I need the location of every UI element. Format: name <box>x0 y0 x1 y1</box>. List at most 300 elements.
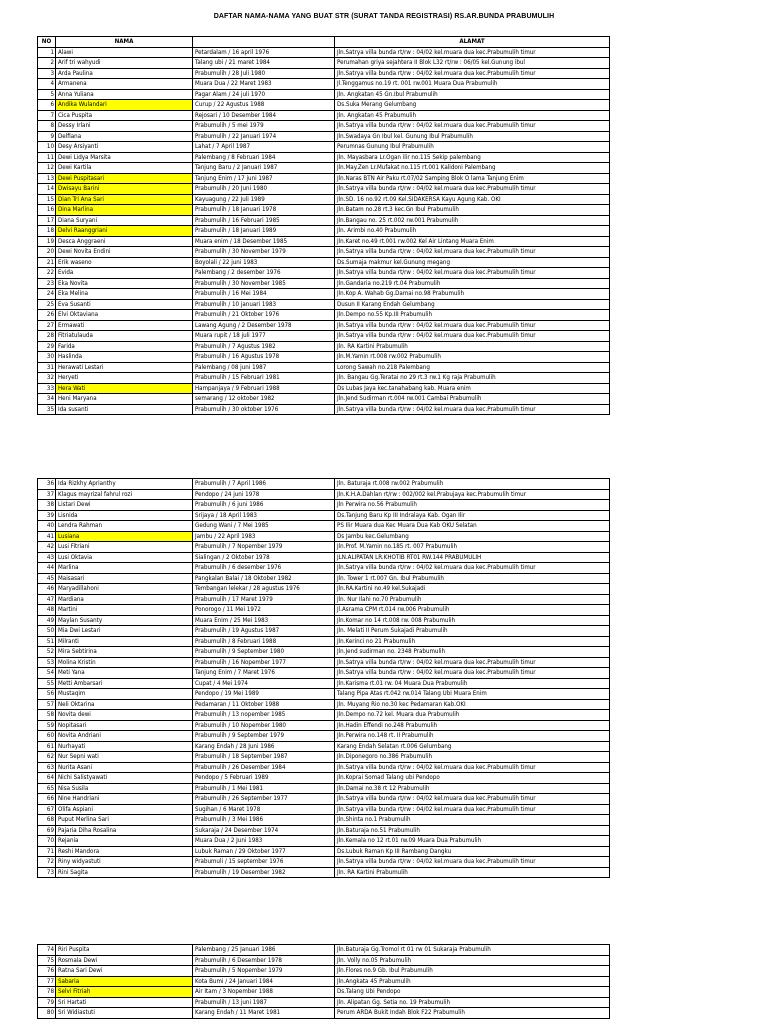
table-row <box>38 689 610 700</box>
cell-nama: Martini <box>56 605 193 616</box>
cell-tempat-tanggal-lahir: Palembang / 08 juni 1987 <box>193 362 335 373</box>
cell-tempat-tanggal-lahir: Tanjung Baru / 2 Januari 1987 <box>193 163 335 174</box>
cell-tempat-tanggal-lahir: Prabumulih / 20 Juni 1980 <box>193 184 335 195</box>
cell-nama: Delvi Raanggriani <box>56 226 193 237</box>
table-row <box>38 815 610 826</box>
cell-nama: Neli Oktarina <box>56 699 193 710</box>
cell-alamat: Jln. Volly no.05 Prabumulih <box>335 955 610 966</box>
cell-alamat: Jln.Gandaria no.219 rt.04 Prabumulih <box>335 278 610 289</box>
table-row <box>38 594 610 605</box>
table-row <box>38 268 610 279</box>
cell-no: 66 <box>38 794 56 805</box>
table-row <box>38 236 610 247</box>
cell-tempat-tanggal-lahir: Muara Dua / 22 Maret 1983 <box>193 79 335 90</box>
cell-alamat: Jln. Arimbi no.40 Prabumulih <box>335 226 610 237</box>
cell-alamat: Perumnas Gunung Ibul Prabumulih <box>335 142 610 153</box>
table-row <box>38 79 610 90</box>
cell-tempat-tanggal-lahir: Ponorogo / 11 Mei 1972 <box>193 605 335 616</box>
table-row <box>38 394 610 405</box>
cell-tempat-tanggal-lahir: Prabumulih / 13 nopember 1985 <box>193 710 335 721</box>
header-nama: NAMA <box>56 37 193 48</box>
cell-no: 78 <box>38 987 56 998</box>
cell-no: 52 <box>38 647 56 658</box>
table-row <box>38 762 610 773</box>
cell-nama: Lendra Rahman <box>56 521 193 532</box>
cell-no: 40 <box>38 521 56 532</box>
cell-alamat: Jln.Satrya villa bunda rt/rw : 04/02 kel.muara dua kec.Prabumulih timur <box>335 247 610 258</box>
table-row <box>38 678 610 689</box>
cell-alamat: Jln.Hadin Effendi no.248 Prabumulih <box>335 720 610 731</box>
cell-tempat-tanggal-lahir: Prabumulih / 15 Februari 1981 <box>193 373 335 384</box>
cell-nama: Rini Sagita <box>56 867 193 878</box>
cell-no: 6 <box>38 100 56 111</box>
cell-no: 1 <box>38 47 56 58</box>
table-row <box>38 657 610 668</box>
cell-nama: Heryeti <box>56 373 193 384</box>
cell-alamat: Ds Jambu kec.Gelumbang <box>335 531 610 542</box>
cell-nama: Nurita Asani <box>56 762 193 773</box>
cell-no: 50 <box>38 626 56 637</box>
cell-tempat-tanggal-lahir: Karang Endah / 11 Maret 1981 <box>193 1008 335 1019</box>
cell-nama: Dessy Irlani <box>56 121 193 132</box>
cell-nama: Novita Andriani <box>56 731 193 742</box>
cell-tempat-tanggal-lahir: Prabumuli / 15 september 1976 <box>193 857 335 868</box>
table-row <box>38 741 610 752</box>
cell-no: 27 <box>38 320 56 331</box>
cell-no: 25 <box>38 299 56 310</box>
cell-tempat-tanggal-lahir: Prabumulih / 30 oktober 1976 <box>193 404 335 415</box>
cell-alamat: Jln.RA.Kartini no.49 kel.Sukajadi <box>335 584 610 595</box>
cell-nama: Dina Marlina <box>56 205 193 216</box>
table-row <box>38 542 610 553</box>
cell-alamat: Lorong Sawah no.218 Palembang <box>335 362 610 373</box>
cell-tempat-tanggal-lahir: Prabumulih / 16 Nopember 1977 <box>193 657 335 668</box>
cell-no: 49 <box>38 615 56 626</box>
cell-tempat-tanggal-lahir: Prabumulih / 7 Agustus 1982 <box>193 341 335 352</box>
cell-alamat: Jln.Damai no.38 rt 12 Prabumulih <box>335 783 610 794</box>
cell-nama: Herawati Lestari <box>56 362 193 373</box>
cell-alamat: Jln. Bangau Gg.Teratai no 29 rt.3 rw.1 Kg raja Prabumulih <box>335 373 610 384</box>
table-row <box>38 100 610 111</box>
document-title: DAFTAR NAMA-NAMA YANG BUAT STR (SURAT TANDA REGISTRASI) RS.AR.BUNDA PRABUMULIH <box>213 13 555 20</box>
cell-nama: Haslinda <box>56 352 193 363</box>
cell-nama: Pajaria Diha Rosalina <box>56 825 193 836</box>
cell-no: 31 <box>38 362 56 373</box>
cell-tempat-tanggal-lahir: Jambu / 22 April 1983 <box>193 531 335 542</box>
table-row <box>38 500 610 511</box>
cell-alamat: Jln. RA Kartini Prabumulih <box>335 867 610 878</box>
cell-tempat-tanggal-lahir: Prabumulih / 21 Oktober 1976 <box>193 310 335 321</box>
table-body <box>38 47 610 415</box>
staff-table-block-3 <box>37 944 610 1019</box>
cell-nama: Nopitasari <box>56 720 193 731</box>
cell-tempat-tanggal-lahir: Pendopo / 24 juni 1978 <box>193 489 335 500</box>
cell-nama: Arif tri wahyudi <box>56 58 193 69</box>
cell-no: 42 <box>38 542 56 553</box>
cell-no: 17 <box>38 215 56 226</box>
cell-no: 68 <box>38 815 56 826</box>
cell-tempat-tanggal-lahir: Sukaraja / 24 Desember 1974 <box>193 825 335 836</box>
cell-alamat: Jln.Kop A. Wahab Gg.Damai no.98 Prabumulih <box>335 289 610 300</box>
cell-tempat-tanggal-lahir: Kota Bumi / 24 Januari 1984 <box>193 976 335 987</box>
cell-nama: Diana Suryani <box>56 215 193 226</box>
cell-nama: Dian Tri Ana Sari <box>56 194 193 205</box>
cell-nama: Nine Handriani <box>56 794 193 805</box>
cell-nama: Hera Wati <box>56 383 193 394</box>
table-row <box>38 857 610 868</box>
cell-alamat: Jln.Satrya villa bunda rt/rw : 04/02 kel.muara dua kec.Prabumulih timur <box>335 268 610 279</box>
cell-no: 80 <box>38 1008 56 1019</box>
table-row <box>38 783 610 794</box>
cell-alamat: Jln.M.Yamin rt.008 rw.002 Prabumulih <box>335 352 610 363</box>
cell-alamat: Jln.Koprai Somad Talang ubi Pendopo <box>335 773 610 784</box>
table-row <box>38 257 610 268</box>
cell-no: 24 <box>38 289 56 300</box>
cell-alamat: Jln.Kemala no 12 rt.01 rw.09 Muara Dua Prabumulih <box>335 836 610 847</box>
table-row <box>38 194 610 205</box>
cell-tempat-tanggal-lahir: Prabumulih / 18 September 1987 <box>193 752 335 763</box>
cell-alamat: Jln. Baturaja rt.008 rw.002 Prabumulih <box>335 479 610 490</box>
cell-alamat: Jln. Mayasbara Lr.Ogan ilir no.115 Sekip palembang <box>335 152 610 163</box>
table-row <box>38 773 610 784</box>
table-row <box>38 552 610 563</box>
cell-no: 26 <box>38 310 56 321</box>
table-row <box>38 205 610 216</box>
cell-alamat: Jln.Satrya villa bunda rt/rw : 04/02 kel.muara dua kec.Prabumulih timur <box>335 563 610 574</box>
table-row <box>38 247 610 258</box>
table-body <box>38 945 610 1019</box>
table-row <box>38 47 610 58</box>
cell-tempat-tanggal-lahir: Prabumulih / 22 Januari 1974 <box>193 131 335 142</box>
cell-tempat-tanggal-lahir: Prabumulih / 1 Mei 1981 <box>193 783 335 794</box>
cell-nama: Elvi Oktaviana <box>56 310 193 321</box>
cell-no: 16 <box>38 205 56 216</box>
cell-tempat-tanggal-lahir: Prabumulih / 10 Nopember 1980 <box>193 720 335 731</box>
cell-no: 22 <box>38 268 56 279</box>
table-row <box>38 373 610 384</box>
cell-tempat-tanggal-lahir: Tembangan lelekar / 28 agustus 1976 <box>193 584 335 595</box>
cell-alamat: Jln.Satrya villa bunda rt/rw : 04/02 kel.muara dua kec.Prabumulih timur <box>335 794 610 805</box>
cell-tempat-tanggal-lahir: Prabumulih / 5 mei 1979 <box>193 121 335 132</box>
cell-no: 55 <box>38 678 56 689</box>
cell-tempat-tanggal-lahir: Pagar Alam / 24 juli 1970 <box>193 89 335 100</box>
cell-tempat-tanggal-lahir: Prabumulih / 16 Februari 1985 <box>193 215 335 226</box>
cell-nama: Eka Melina <box>56 289 193 300</box>
cell-alamat: Jln.Naras BTN Air Paku rt.07/02 Samping Blok O lama Tanjung Enim <box>335 173 610 184</box>
cell-alamat: Jln.Satrya villa bunda rt/rw : 04/02 kel.muara dua kec.Prabumulih timur <box>335 68 610 79</box>
table-row <box>38 615 610 626</box>
cell-no: 47 <box>38 594 56 605</box>
table-row <box>38 531 610 542</box>
cell-tempat-tanggal-lahir: Lahat / 7 April 1987 <box>193 142 335 153</box>
cell-tempat-tanggal-lahir: Prabumulih / 16 Mei 1984 <box>193 289 335 300</box>
cell-nama: Molina Kristin <box>56 657 193 668</box>
cell-tempat-tanggal-lahir: Tanjung Enim / 17 juni 1987 <box>193 173 335 184</box>
cell-alamat: Ds.Sumaja makmur kel.Gunung megang <box>335 257 610 268</box>
cell-alamat: Jln.Flores no.9 Gb. Ibul Prabumulih <box>335 966 610 977</box>
cell-tempat-tanggal-lahir: Srijaya / 18 April 1983 <box>193 510 335 521</box>
cell-no: 71 <box>38 846 56 857</box>
cell-no: 37 <box>38 489 56 500</box>
cell-tempat-tanggal-lahir: Prabumulih / 9 September 1979 <box>193 731 335 742</box>
table-row <box>38 867 610 878</box>
cell-nama: Dewi Lidya Marsita <box>56 152 193 163</box>
cell-tempat-tanggal-lahir: Muara enim / 18 Desember 1985 <box>193 236 335 247</box>
cell-alamat: Jln. Tower 1 rt.007 Gn. Ibul Prabumulih <box>335 573 610 584</box>
cell-no: 57 <box>38 699 56 710</box>
cell-alamat: Jln.Jend Sudirman rt.004 rw.001 Cambai Prabumulih <box>335 394 610 405</box>
cell-nama: Cica Puspita <box>56 110 193 121</box>
cell-no: 11 <box>38 152 56 163</box>
cell-alamat: Jln.Satrya villa bunda rt/rw : 04/02 kel.muara dua kec.Prabumulih timur <box>335 331 610 342</box>
cell-nama: Dewi Novita Endini <box>56 247 193 258</box>
table-row <box>38 825 610 836</box>
cell-no: 63 <box>38 762 56 773</box>
cell-tempat-tanggal-lahir: Petardalam / 16 april 1976 <box>193 47 335 58</box>
table-row <box>38 573 610 584</box>
cell-alamat: Jln. Alipatan Gg. Setia no. 19 Prabumulih <box>335 997 610 1008</box>
cell-tempat-tanggal-lahir: Muara Enim / 25 Mei 1983 <box>193 615 335 626</box>
table-row <box>38 173 610 184</box>
header-no: NO <box>38 37 56 48</box>
cell-tempat-tanggal-lahir: Talang ubi / 21 maret 1984 <box>193 58 335 69</box>
cell-alamat: Jln. Muyang Rio no.30 kec Pedamaran Kab.OKI <box>335 699 610 710</box>
cell-tempat-tanggal-lahir: Prabumulih / 10 januari 1983 <box>193 299 335 310</box>
cell-alamat: Jln.Komar no 14 rt.008 rw. 008 Prabumulih <box>335 615 610 626</box>
cell-nama: Delfiana <box>56 131 193 142</box>
cell-no: 70 <box>38 836 56 847</box>
cell-no: 64 <box>38 773 56 784</box>
cell-nama: Nurhayati <box>56 741 193 752</box>
cell-nama: Selvi Fitriah <box>56 987 193 998</box>
cell-nama: Mardiana <box>56 594 193 605</box>
table-row <box>38 846 610 857</box>
cell-alamat: Jln.Satrya villa bunda rt/rw : 04/02 kel.muara dua kec.Prabumulih timur <box>335 857 610 868</box>
table-row <box>38 626 610 637</box>
cell-nama: Mia Dwi Lestari <box>56 626 193 637</box>
cell-alamat: Jln. Angkatan 45 Prabumulih <box>335 110 610 121</box>
cell-alamat: Jln.Kerinci no 21 Prabumulih <box>335 636 610 647</box>
cell-alamat: Jln.Swadaya Gn Ibul kel. Gunung Ibul Prabumulih <box>335 131 610 142</box>
cell-nama: Novita dewi <box>56 710 193 721</box>
cell-alamat: Jln.Prof. M.Yamin no.185 rt. 007 Prabumulih <box>335 542 610 553</box>
cell-no: 72 <box>38 857 56 868</box>
cell-no: 14 <box>38 184 56 195</box>
table-row <box>38 184 610 195</box>
cell-nama: Olifa Aspiani <box>56 804 193 815</box>
cell-alamat: Jln.Perwira no.148 rt. II Prabumulih <box>335 731 610 742</box>
table-row <box>38 404 610 415</box>
cell-tempat-tanggal-lahir: Prabumulih / 17 Maret 1979 <box>193 594 335 605</box>
table-row <box>38 152 610 163</box>
cell-nama: Arda Paulina <box>56 68 193 79</box>
cell-tempat-tanggal-lahir: Karang Endah / 28 Juni 1986 <box>193 741 335 752</box>
cell-tempat-tanggal-lahir: Lubuk Raman / 29 Oktober 1977 <box>193 846 335 857</box>
cell-tempat-tanggal-lahir: Prabumulih / 18 Januari 1978 <box>193 205 335 216</box>
cell-tempat-tanggal-lahir: Tanjung Enim / 7 Maret 1976 <box>193 668 335 679</box>
cell-no: 61 <box>38 741 56 752</box>
cell-alamat: Karang Endah Selatan rt.006 Gelumbang <box>335 741 610 752</box>
table-row <box>38 731 610 742</box>
cell-no: 7 <box>38 110 56 121</box>
cell-alamat: Jln Perwira no.56 Prabumulih <box>335 500 610 511</box>
cell-alamat: Dusun II Karang Endah Gelumbang <box>335 299 610 310</box>
cell-no: 62 <box>38 752 56 763</box>
cell-tempat-tanggal-lahir: Prabumulih / 26 Desember 1984 <box>193 762 335 773</box>
cell-alamat: Jln.Shinta no.1 Prabumulih <box>335 815 610 826</box>
cell-nama: Andika Wulandari <box>56 100 193 111</box>
cell-nama: Maisasari <box>56 573 193 584</box>
cell-tempat-tanggal-lahir: Cupat / 4 Mei 1974 <box>193 678 335 689</box>
cell-no: 21 <box>38 257 56 268</box>
cell-no: 65 <box>38 783 56 794</box>
cell-alamat: Ds Lubas Jaya kec.tanahabang kab. Muara enim <box>335 383 610 394</box>
cell-alamat: Jln.Satrya villa bunda rt/rw : 04/02 kel.muara dua kec.Prabumulih timur <box>335 121 610 132</box>
cell-alamat: Jln.Baturaja Gg.Tromol rt 01 rw 01 Sukaraja Prabumulih <box>335 945 610 956</box>
cell-no: 74 <box>38 945 56 956</box>
cell-nama: Klagus mayrizal fahrul rozi <box>56 489 193 500</box>
cell-tempat-tanggal-lahir: Muara Dua / 2 Juni 1983 <box>193 836 335 847</box>
cell-tempat-tanggal-lahir: Prabumulih / 3 Mei 1986 <box>193 815 335 826</box>
cell-nama: Nichi Salistyawati <box>56 773 193 784</box>
cell-nama: Mira Sebtirina <box>56 647 193 658</box>
cell-no: 36 <box>38 479 56 490</box>
cell-alamat: Jln.Angkata 45 Prabumulih <box>335 976 610 987</box>
table-row <box>38 804 610 815</box>
table-body <box>38 479 610 878</box>
table-row <box>38 1008 610 1019</box>
cell-no: 77 <box>38 976 56 987</box>
cell-alamat: Jl.Tenggamus no.19 rt. 001 rw.001 Muara Dua Prabumulih <box>335 79 610 90</box>
cell-no: 58 <box>38 710 56 721</box>
cell-no: 23 <box>38 278 56 289</box>
cell-no: 33 <box>38 383 56 394</box>
cell-nama: Listari Dewi <box>56 500 193 511</box>
cell-no: 45 <box>38 573 56 584</box>
table-row <box>38 320 610 331</box>
cell-tempat-tanggal-lahir: Prabumulih / 5 Nopember 1979 <box>193 966 335 977</box>
cell-no: 20 <box>38 247 56 258</box>
cell-no: 41 <box>38 531 56 542</box>
cell-no: 69 <box>38 825 56 836</box>
cell-alamat: Jln.Satrya villa bunda rt/rw : 04/02 kel.muara dua kec.Prabumulih timur <box>335 668 610 679</box>
cell-tempat-tanggal-lahir: Gedung Wani / 7 Mei 1985 <box>193 521 335 532</box>
cell-no: 5 <box>38 89 56 100</box>
cell-alamat: Perum ARDA Bukit Indah Blok F22 Prabumulih <box>335 1008 610 1019</box>
table-row <box>38 836 610 847</box>
table-row <box>38 341 610 352</box>
cell-nama: Nisa Susila <box>56 783 193 794</box>
cell-no: 46 <box>38 584 56 595</box>
table-row <box>38 997 610 1008</box>
cell-no: 9 <box>38 131 56 142</box>
table-row <box>38 521 610 532</box>
cell-nama: Ermawati <box>56 320 193 331</box>
table-row <box>38 987 610 998</box>
table-row <box>38 945 610 956</box>
cell-tempat-tanggal-lahir: Prabumulih / 19 Desember 1982 <box>193 867 335 878</box>
cell-tempat-tanggal-lahir: Prabumulih / 7 Nopember 1979 <box>193 542 335 553</box>
header-alamat: ALAMAT <box>335 37 610 48</box>
cell-alamat: Ds.Talang Ubi Pendopo <box>335 987 610 998</box>
cell-nama: Riny widyastuti <box>56 857 193 868</box>
cell-alamat: Jln. RA Kartini Prabumulih <box>335 341 610 352</box>
cell-no: 79 <box>38 997 56 1008</box>
cell-tempat-tanggal-lahir: Pendopo / 5 Februari 1989 <box>193 773 335 784</box>
cell-alamat: Jln.Karet no.49 rt.001 rw.002 Kel Air Lintang Muara Enim <box>335 236 610 247</box>
cell-no: 12 <box>38 163 56 174</box>
cell-no: 44 <box>38 563 56 574</box>
cell-alamat: PS Ilir Muara dua Kec Muara Dua Kab OKU Selatan <box>335 521 610 532</box>
cell-tempat-tanggal-lahir: Prabumulih / 26 September 1977 <box>193 794 335 805</box>
table-row <box>38 605 610 616</box>
table-row <box>38 966 610 977</box>
cell-no: 2 <box>38 58 56 69</box>
cell-nama: Reshi Mandora <box>56 846 193 857</box>
cell-tempat-tanggal-lahir: Prabumulih / 30 November 1985 <box>193 278 335 289</box>
table-row <box>38 226 610 237</box>
cell-nama: Lisnida <box>56 510 193 521</box>
cell-tempat-tanggal-lahir: Muara rupit / 18 juli 1977 <box>193 331 335 342</box>
cell-nama: Sri Widiastuti <box>56 1008 193 1019</box>
cell-nama: Anna Yuliana <box>56 89 193 100</box>
cell-nama: Riri Puspita <box>56 945 193 956</box>
cell-alamat: Jln.Satrya villa bunda rt/rw : 04/02 kel.muara dua kec.Prabumulih timur <box>335 47 610 58</box>
cell-alamat: Jln.Baturaja no.51 Prabumulih <box>335 825 610 836</box>
cell-nama: Lusi Oktavia <box>56 552 193 563</box>
cell-no: 53 <box>38 657 56 668</box>
cell-tempat-tanggal-lahir: Boyolali / 22 juni 1983 <box>193 257 335 268</box>
staff-table-block-2 <box>37 478 610 878</box>
cell-no: 48 <box>38 605 56 616</box>
cell-nama: Erik waseno <box>56 257 193 268</box>
cell-alamat: Jln.Satrya villa bunda rt/rw : 04/02 kel.muara dua kec.Prabumulih timur <box>335 657 610 668</box>
cell-alamat: Perumahan griya sejahtera II Blok L32 rt/rw : 06/05 kel.Gunung ibul <box>335 58 610 69</box>
table-row <box>38 636 610 647</box>
cell-alamat: Jln.Satrya villa bunda rt/rw : 04/02 kel.muara dua kec.Prabumulih timur <box>335 320 610 331</box>
table-row <box>38 510 610 521</box>
cell-alamat: Jln.Jend sudirman no. 2348 Prabumulih <box>335 647 610 658</box>
cell-alamat: Jln. Angkatan 45 Gn.Ibul Prabumulih <box>335 89 610 100</box>
cell-alamat: Jln. Melati II Perum Sukajadi Prabumulih <box>335 626 610 637</box>
cell-tempat-tanggal-lahir: Pangkalan Balai / 18 Oktober 1982 <box>193 573 335 584</box>
cell-nama: Dwisayu Barini <box>56 184 193 195</box>
cell-tempat-tanggal-lahir: Prabumulih / 19 Agustus 1987 <box>193 626 335 637</box>
cell-tempat-tanggal-lahir: Air Itam / 3 Nopember 1988 <box>193 987 335 998</box>
cell-nama: Desy Arsiyanti <box>56 142 193 153</box>
cell-nama: Ida Rizkhy Aprianthy <box>56 479 193 490</box>
cell-nama: Evida <box>56 268 193 279</box>
cell-nama: Milranti <box>56 636 193 647</box>
cell-tempat-tanggal-lahir: Prabumulih / 18 Januari 1989 <box>193 226 335 237</box>
cell-no: 59 <box>38 720 56 731</box>
cell-tempat-tanggal-lahir: semarang / 12 oktober 1982 <box>193 394 335 405</box>
cell-tempat-tanggal-lahir: Prabumulih / 28 Juli 1980 <box>193 68 335 79</box>
table-header-row <box>38 37 610 48</box>
cell-nama: Puput Merlina Sari <box>56 815 193 826</box>
cell-nama: Dewi Puspitasari <box>56 173 193 184</box>
cell-no: 15 <box>38 194 56 205</box>
table-row <box>38 89 610 100</box>
table-row <box>38 976 610 987</box>
cell-no: 60 <box>38 731 56 742</box>
cell-tempat-tanggal-lahir: Palembang / 8 Februari 1984 <box>193 152 335 163</box>
cell-tempat-tanggal-lahir: Curup / 22 Agustus 1988 <box>193 100 335 111</box>
cell-tempat-tanggal-lahir: Prabumulih / 13 juni 1987 <box>193 997 335 1008</box>
table-row <box>38 289 610 300</box>
cell-alamat: JLN.ALIPATAN LR.KHOTIB RT01 RW.144 PRABUMULIH <box>335 552 610 563</box>
cell-nama: Ida susanti <box>56 404 193 415</box>
